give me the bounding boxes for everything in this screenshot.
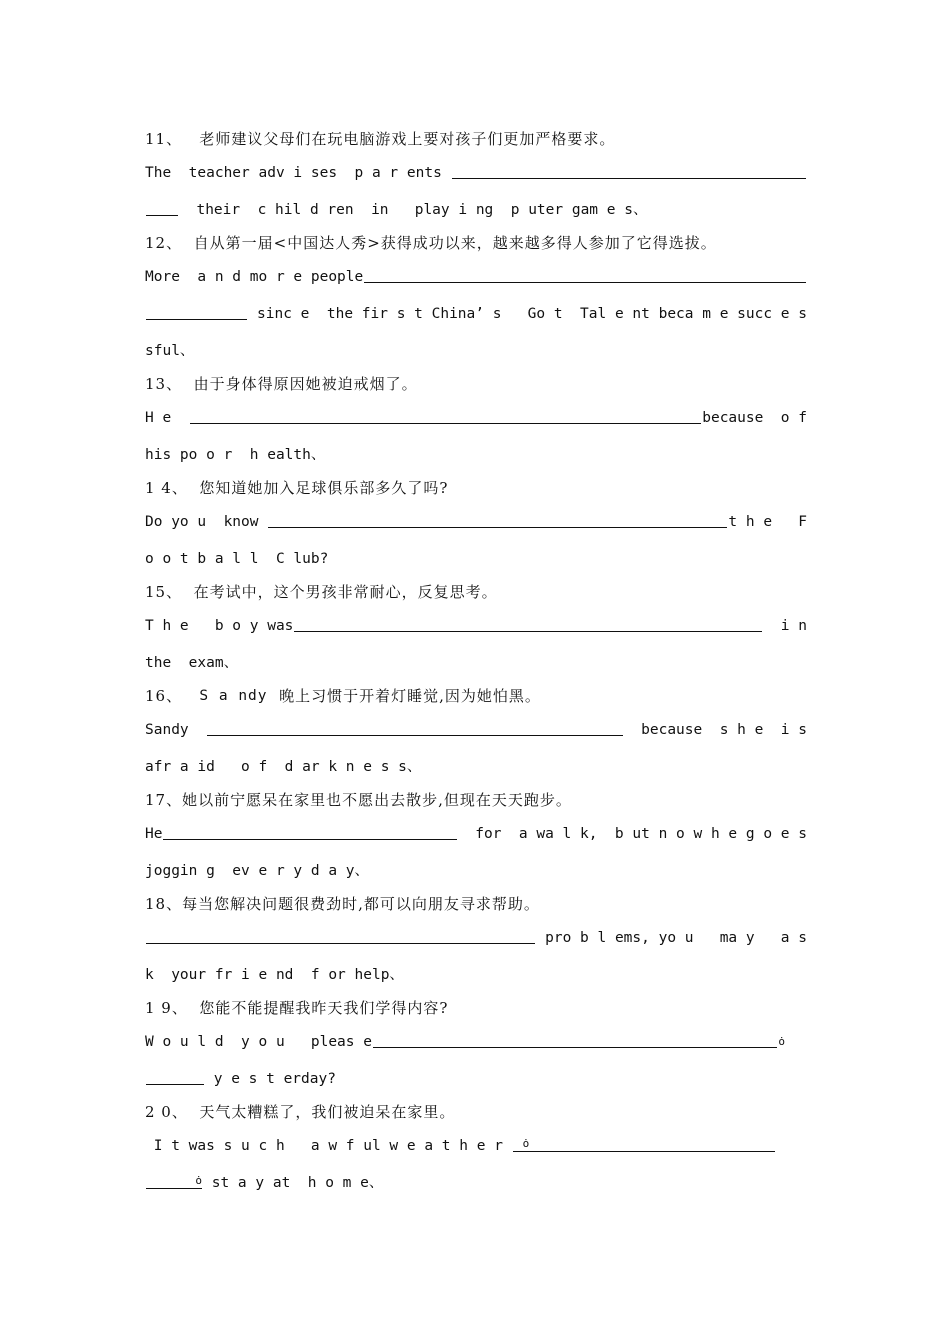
question-number: 16、 [145,687,183,705]
answer-blank[interactable] [373,1033,777,1048]
english-text: the exam、 [145,655,239,671]
question-11-english-line-1 [145,160,807,182]
english-text: More a n d mo r e people [145,269,364,285]
english-text: y e s t erday? [205,1071,336,1087]
answer-blank[interactable] [513,1137,775,1152]
question-16-english-line-1 [145,717,807,739]
english-text: st a y at h o m e、 [203,1175,384,1191]
question-19-english-line-1 [145,1029,785,1051]
english-text: pro b l ems, yo u ma y a s [536,930,807,946]
question-number: 15、 [145,583,183,601]
chinese-sentence: 每当您解决问题很费劲时,都可以向朋友寻求帮助。 [182,895,540,913]
english-text: joggin g ev e r y d a y、 [145,863,370,879]
question-17-chinese [145,787,807,809]
question-number: 11、 [145,130,183,148]
english-text: T h e b o y was [145,618,294,634]
chinese-sentence: 在考试中，这个男孩非常耐心，反复思考。 [193,583,498,601]
english-text: afr a id o f d ar k n e s s、 [145,759,422,775]
question-number: 1 9、 [145,999,188,1017]
chinese-sentence: 天气太糟糕了，我们被迫呆在家里。 [199,1103,456,1121]
question-number: 18、 [145,895,183,913]
answer-blank[interactable] [146,305,247,320]
question-15-chinese [145,579,807,601]
english-text: k your fr i e nd f or help、 [145,967,404,983]
chinese-sentence: 晚上习惯于开着灯睡觉,因为她怕黑。 [279,687,541,705]
question-15-english-line-2 [145,650,807,672]
question-12-english-line-1 [145,264,807,286]
english-name: S a ndy [199,688,268,704]
answer-blank[interactable] [452,164,806,179]
answer-blank[interactable] [207,721,623,736]
answer-blank[interactable] [190,409,702,424]
english-text: The teacher adv i ses p a r ents [145,165,451,181]
mark-glyph: ȯ [195,1174,202,1187]
question-18-chinese [145,891,807,913]
question-12-english-line-3 [145,338,807,360]
english-text: I t was s u c h a w f ul w e a t h e r [145,1138,512,1154]
question-16-english-line-2 [145,754,807,776]
english-text: Sandy [145,722,207,738]
mark-glyph: ȯ [522,1137,530,1150]
answer-blank[interactable] [294,617,762,632]
question-18-english-line-1 [145,925,807,947]
question-number: 13、 [145,375,183,393]
question-number: 17、 [145,791,183,809]
question-20-english-line-1 [145,1133,776,1155]
english-text: He [145,826,163,842]
mark-glyph: ȯ [778,1035,785,1048]
english-text: their c hil d ren in play i ng p uter gam e s、 [196,202,648,218]
question-17-english-line-1 [145,821,807,843]
question-13-english-line-1 [145,405,807,427]
answer-blank[interactable] [146,1174,202,1189]
answer-blank[interactable] [163,825,456,840]
chinese-sentence: 您能不能提醒我昨天我们学得内容? [199,999,449,1017]
english-text: i n [763,618,807,634]
question-12-chinese [145,230,807,252]
question-11-chinese [145,126,807,148]
question-16-chinese [145,683,807,705]
english-text: o o t b a l l C lub? [145,551,329,567]
english-text: H e [145,410,189,426]
chinese-sentence: 由于身体得原因她被迫戒烟了。 [193,375,418,393]
question-20-chinese [145,1099,807,1121]
question-15-english-line-1 [145,613,807,635]
question-13-chinese [145,371,807,393]
english-text: sful、 [145,343,195,359]
answer-blank[interactable] [146,201,178,216]
question-number: 12、 [145,234,183,252]
question-20-english-line-2 [145,1170,807,1192]
english-text: because o f [702,410,807,426]
question-14-english-line-1 [145,509,807,531]
answer-blank[interactable] [364,268,806,283]
question-number: 2 0、 [145,1103,188,1121]
chinese-sentence: 她以前宁愿呆在家里也不愿出去散步,但现在天天跑步。 [182,791,572,809]
question-18-english-line-2 [145,962,807,984]
question-number: 1 4、 [145,479,188,497]
question-12-english-line-2 [145,301,807,323]
english-text: Do yo u know [145,514,268,530]
question-14-english-line-2 [145,546,807,568]
english-text: W o u l d y o u pleas e [145,1034,372,1050]
answer-blank[interactable] [146,929,535,944]
english-text: t h e F [728,514,807,530]
question-13-english-line-2 [145,442,807,464]
chinese-sentence: 老师建议父母们在玩电脑游戏上要对孩子们更加严格要求。 [199,130,616,148]
answer-blank[interactable] [146,1070,204,1085]
question-14-chinese [145,475,807,497]
answer-blank[interactable] [268,513,727,528]
chinese-sentence: 自从第一届<中国达人秀>获得成功以来，越来越多得人参加了它得选拔。 [193,234,717,252]
question-19-english-line-2 [145,1066,807,1088]
question-19-chinese [145,995,807,1017]
english-text: sinc e the fir s t China’ s Go t Tal e nt beca m e succ e s [248,306,807,322]
english-text: because s h e i s [623,722,807,738]
question-17-english-line-2 [145,858,807,880]
english-text: his po o r h ealth、 [145,447,326,463]
english-text: for a wa l k, b ut n o w h e g o e s [457,826,807,842]
chinese-sentence: 您知道她加入足球俱乐部多久了吗? [199,479,449,497]
question-11-english-line-2 [145,197,807,219]
